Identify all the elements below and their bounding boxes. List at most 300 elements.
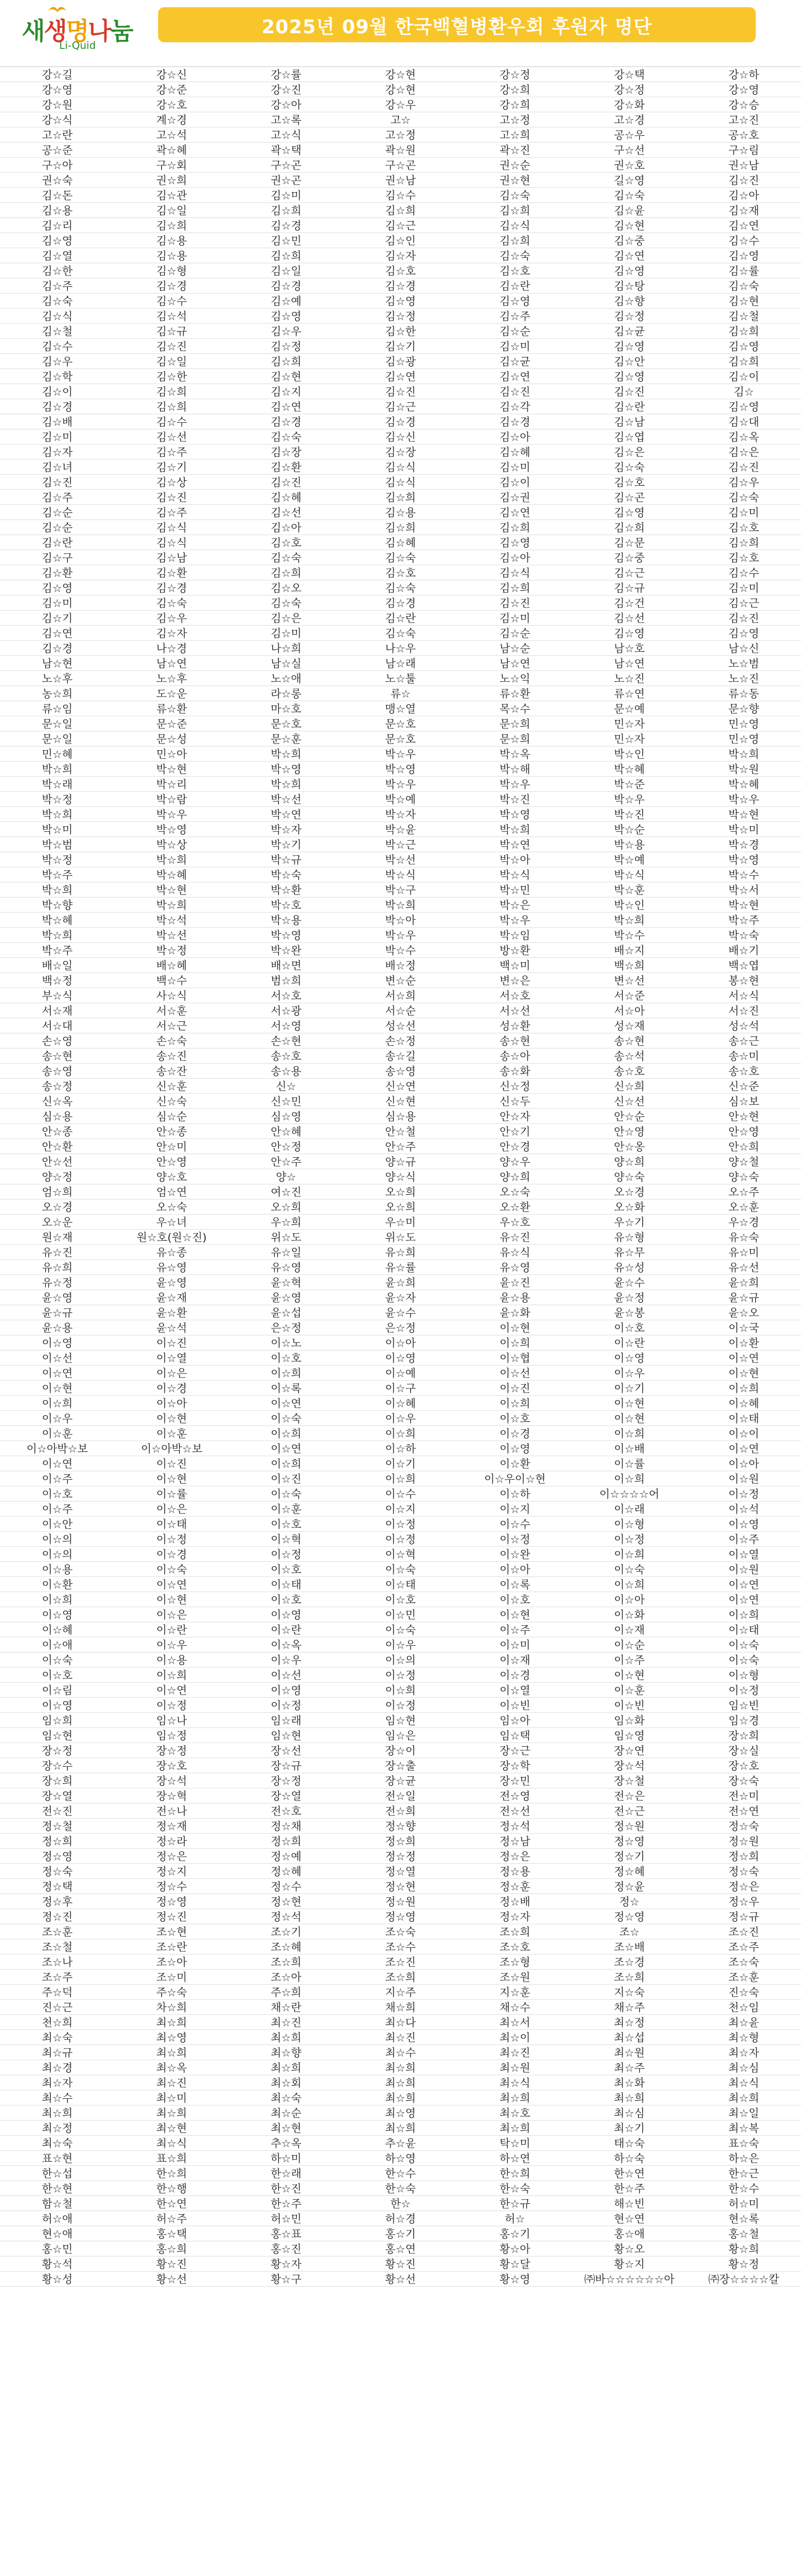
donor-name: 윤☆용 xyxy=(458,1290,572,1305)
donor-name: 유☆률 xyxy=(343,1260,458,1275)
donor-name: 박☆영 xyxy=(686,852,801,867)
donor-name: 김☆안 xyxy=(572,354,687,369)
donor-name: 김☆향 xyxy=(572,294,687,309)
donor-name: 김☆각 xyxy=(458,399,572,414)
donor-name: 이☆배 xyxy=(572,1441,687,1456)
donor-name: 이☆연 xyxy=(0,1456,115,1471)
donor-name: 윤☆영 xyxy=(0,1290,115,1305)
donor-name: 류☆동 xyxy=(686,686,801,701)
donor-name: 송☆정 xyxy=(0,1079,115,1094)
donor-name: 이☆안 xyxy=(0,1517,115,1532)
donor-name: 김☆식 xyxy=(343,460,458,475)
donor-name: 고☆란 xyxy=(0,127,115,143)
donor-name: 이☆정 xyxy=(572,1532,687,1547)
donor-name: 김☆연 xyxy=(0,626,115,641)
donor-name: 이☆은 xyxy=(115,1502,229,1517)
donor-name: 오☆주 xyxy=(686,1184,801,1200)
donor-name: 김☆기 xyxy=(343,339,458,354)
donor-name: 곽☆진 xyxy=(458,143,572,158)
donor-name: 문☆호 xyxy=(229,716,343,731)
donor-name: 김☆영 xyxy=(686,339,801,354)
donor-name: 조☆주 xyxy=(0,1970,115,1985)
donor-name: 양☆희 xyxy=(572,1154,687,1169)
donor-name: 백☆정 xyxy=(0,973,115,988)
donor-name: 박☆구 xyxy=(343,882,458,898)
donor-name: 유☆희 xyxy=(0,1260,115,1275)
donor-name: 조☆희 xyxy=(458,1924,572,1939)
donor-name: 정☆원 xyxy=(572,1819,687,1834)
donor-name: 서☆대 xyxy=(0,1018,115,1033)
donor-name: 이☆혜 xyxy=(686,1396,801,1411)
donor-name: 한☆희 xyxy=(115,2166,229,2181)
donor-name: 엄☆연 xyxy=(115,1184,229,1200)
donor-name: 전☆선 xyxy=(458,1804,572,1819)
donor-name: 이☆호 xyxy=(343,1592,458,1607)
donor-name: 김☆호 xyxy=(458,263,572,278)
donor-name: 이☆연 xyxy=(686,1592,801,1607)
donor-name: 강☆정 xyxy=(572,82,687,97)
donor-name: 김☆영 xyxy=(458,535,572,550)
donor-name: 이☆현 xyxy=(458,1320,572,1335)
donor-name: 정☆열 xyxy=(343,1864,458,1879)
donor-name: 송☆현 xyxy=(458,1033,572,1049)
donor-name: 박☆희 xyxy=(115,852,229,867)
donor-name: 박☆영 xyxy=(458,807,572,822)
donor-name: 김☆진 xyxy=(686,173,801,188)
donor-name: 위☆도 xyxy=(343,1230,458,1245)
donor-name: 이☆빈 xyxy=(572,1698,687,1713)
donor-name: 이☆숙 xyxy=(115,1562,229,1577)
donor-name: 한☆희 xyxy=(458,2166,572,2181)
donor-name: 강☆현 xyxy=(343,67,458,82)
donor-name: 김☆용 xyxy=(0,203,115,218)
donor-name: 이☆숙 xyxy=(686,1637,801,1653)
donor-name: 장☆열 xyxy=(0,1788,115,1804)
donor-name: 심☆용 xyxy=(0,1109,115,1124)
donor-name: 박☆기 xyxy=(229,837,343,852)
donor-name: 이☆희 xyxy=(343,1471,458,1486)
donor-name: 정☆현 xyxy=(343,1879,458,1894)
donor-name: 박☆원 xyxy=(686,762,801,777)
donor-name: 이☆진 xyxy=(115,1456,229,1471)
donor-name: 이☆숙 xyxy=(572,1562,687,1577)
donor-name: 김☆주 xyxy=(0,490,115,505)
donor-name: 신☆선 xyxy=(572,1094,687,1109)
donor-name: 이☆정 xyxy=(115,1532,229,1547)
donor-name: 백☆엽 xyxy=(686,958,801,973)
donor-name: 김☆이 xyxy=(686,369,801,384)
donor-name: 최☆다 xyxy=(343,2015,458,2030)
donor-name: 정☆은 xyxy=(458,1849,572,1864)
donor-name: 오☆희 xyxy=(229,1200,343,1215)
donor-name: 권☆숙 xyxy=(0,173,115,188)
donor-name: 한☆섭 xyxy=(0,2166,115,2181)
donor-name: 오☆숙 xyxy=(115,1200,229,1215)
donor-name: 이☆희 xyxy=(343,1426,458,1441)
donor-name: 황☆달 xyxy=(458,2256,572,2272)
donor-name: 최☆희 xyxy=(686,2090,801,2105)
donor-name: 홍☆민 xyxy=(0,2241,115,2256)
donor-name: 김☆경 xyxy=(115,278,229,294)
donor-name: 한☆ xyxy=(343,2196,458,2211)
donor-name: 윤☆자 xyxy=(343,1290,458,1305)
donor-name: 김☆호 xyxy=(686,520,801,535)
donor-name: 강☆신 xyxy=(115,67,229,82)
donor-name: 이☆의 xyxy=(343,1653,458,1668)
donor-name: 이☆용 xyxy=(0,1562,115,1577)
donor-name: 김☆건 xyxy=(572,596,687,611)
donor-name: 김☆진 xyxy=(458,384,572,399)
donor-name: 박☆용 xyxy=(229,913,343,928)
donor-name: 이☆영 xyxy=(229,1607,343,1622)
donor-name: 정☆원 xyxy=(686,1834,801,1849)
donor-name: 이☆지 xyxy=(343,1502,458,1517)
donor-name: 허☆애 xyxy=(0,2211,115,2226)
donor-name: 박☆희 xyxy=(343,898,458,913)
donor-name: 표☆희 xyxy=(115,2151,229,2166)
donor-name: 민☆자 xyxy=(572,716,687,731)
donor-name: 강☆호 xyxy=(115,97,229,112)
donor-name: 허☆주 xyxy=(115,2211,229,2226)
donor-name: 박☆희 xyxy=(0,928,115,943)
donor-name: 고☆진 xyxy=(686,112,801,127)
donor-name: 홍☆진 xyxy=(229,2241,343,2256)
donor-name: 차☆희 xyxy=(115,2000,229,2015)
donor-name: 은☆정 xyxy=(343,1320,458,1335)
donor-name: 이☆은 xyxy=(115,1366,229,1381)
donor-name: 강☆화 xyxy=(572,97,687,112)
donor-name: 유☆진 xyxy=(458,1230,572,1245)
donor-name: 현☆록 xyxy=(686,2211,801,2226)
donor-name: 정☆남 xyxy=(458,1834,572,1849)
donor-name: 김☆근 xyxy=(343,399,458,414)
donor-name: 강☆진 xyxy=(229,82,343,97)
donor-name: 박☆용 xyxy=(572,837,687,852)
donor-name: 김☆숙 xyxy=(229,429,343,445)
donor-name: 장☆학 xyxy=(458,1758,572,1773)
donor-name: 유☆숙 xyxy=(686,1230,801,1245)
donor-name: 장☆석 xyxy=(115,1773,229,1788)
donor-name: 김☆진 xyxy=(343,384,458,399)
donor-name: 신☆두 xyxy=(458,1094,572,1109)
donor-name: 정☆라 xyxy=(115,1834,229,1849)
donor-name: 윤☆희 xyxy=(686,1275,801,1290)
donor-name: 정☆규 xyxy=(686,1909,801,1924)
donor-name: 이☆영 xyxy=(458,1441,572,1456)
donor-name: 안☆종 xyxy=(115,1124,229,1139)
donor-name: 안☆혜 xyxy=(229,1124,343,1139)
donor-name: 김☆혜 xyxy=(458,445,572,460)
donor-name: 황☆성 xyxy=(0,2272,115,2287)
donor-name: 김☆진 xyxy=(572,384,687,399)
donor-name: 남☆실 xyxy=(229,656,343,671)
donor-name: 김☆호 xyxy=(343,565,458,580)
donor-name: 이☆경 xyxy=(115,1381,229,1396)
donor-name: 이☆호 xyxy=(458,1592,572,1607)
donor-name: 신☆희 xyxy=(572,1079,687,1094)
donor-name: 맹☆열 xyxy=(343,701,458,716)
donor-name: 임☆래 xyxy=(229,1713,343,1728)
donor-name: 송☆근 xyxy=(686,1033,801,1049)
donor-name: 김☆희 xyxy=(115,218,229,233)
donor-name: 양☆ xyxy=(229,1169,343,1184)
donor-name: 이☆태 xyxy=(229,1577,343,1592)
donor-name: 이☆하 xyxy=(458,1486,572,1502)
donor-name: 김☆영 xyxy=(0,580,115,596)
donor-name: 변☆선 xyxy=(572,973,687,988)
donor-name: 이☆정 xyxy=(343,1668,458,1683)
donor-name: 고☆정 xyxy=(458,112,572,127)
donor-name: 진☆근 xyxy=(0,2000,115,2015)
donor-name: 김☆숙 xyxy=(572,460,687,475)
donor-name: 최☆숙 xyxy=(0,2030,115,2045)
donor-name: 김☆숙 xyxy=(458,188,572,203)
donor-name: 홍☆기 xyxy=(458,2226,572,2241)
donor-name: 한☆수 xyxy=(343,2166,458,2181)
donor-name: 장☆철 xyxy=(572,1773,687,1788)
donor-name: 도☆운 xyxy=(115,686,229,701)
donor-name: 우☆기 xyxy=(572,1215,687,1230)
donor-name: 허☆민 xyxy=(229,2211,343,2226)
donor-name: 김☆민 xyxy=(229,233,343,248)
donor-name: 원☆재 xyxy=(0,1230,115,1245)
donor-name: 김☆환 xyxy=(0,565,115,580)
donor-name: 이☆연 xyxy=(686,1351,801,1366)
donor-name: 윤☆영 xyxy=(229,1290,343,1305)
donor-name: 조☆혜 xyxy=(229,1939,343,1954)
donor-name: 송☆호 xyxy=(572,1064,687,1079)
donor-name: 최☆원 xyxy=(458,2060,572,2075)
donor-name: 배☆일 xyxy=(0,958,115,973)
donor-name: 한☆주 xyxy=(229,2196,343,2211)
donor-name: 김☆균 xyxy=(572,324,687,339)
donor-name: 박☆선 xyxy=(343,852,458,867)
donor-name: 김☆숙 xyxy=(115,596,229,611)
donor-name: 김☆상 xyxy=(115,475,229,490)
donor-name: 강☆희 xyxy=(458,97,572,112)
donor-name: 신☆연 xyxy=(343,1079,458,1094)
donor-name: 최☆수 xyxy=(343,2045,458,2060)
donor-name: 김☆관 xyxy=(115,188,229,203)
donor-name: 박☆임 xyxy=(458,928,572,943)
donor-name: 최☆희 xyxy=(343,2060,458,2075)
donor-name: 김☆진 xyxy=(115,490,229,505)
donor-name: 김☆식 xyxy=(343,475,458,490)
donor-name: 이☆의 xyxy=(0,1532,115,1547)
donor-name: 송☆호 xyxy=(686,1064,801,1079)
donor-name: 장☆정 xyxy=(229,1773,343,1788)
donor-name: 정☆정 xyxy=(343,1849,458,1864)
donor-name: 홍☆택 xyxy=(115,2226,229,2241)
donor-name: 신☆민 xyxy=(229,1094,343,1109)
donor-name: 박☆희 xyxy=(229,747,343,762)
donor-name: 김☆영 xyxy=(686,626,801,641)
donor-name: 정☆훈 xyxy=(458,1879,572,1894)
donor-name: 장☆근 xyxy=(458,1743,572,1758)
donor-name: 최☆희 xyxy=(115,2045,229,2060)
donor-name: 윤☆용 xyxy=(0,1320,115,1335)
donor-name: 최☆희 xyxy=(458,2090,572,2105)
donor-name: 강☆현 xyxy=(343,82,458,97)
donor-name: 임☆영 xyxy=(572,1728,687,1743)
donor-name: 김☆자 xyxy=(343,248,458,263)
donor-name: 김☆미 xyxy=(686,505,801,520)
donor-name: 김☆미 xyxy=(458,611,572,626)
donor-name: 장☆석 xyxy=(572,1758,687,1773)
donor-name: 곽☆택 xyxy=(229,143,343,158)
donor-name: 장☆이 xyxy=(343,1743,458,1758)
donor-name: 이☆선 xyxy=(229,1668,343,1683)
donor-name: 김☆란 xyxy=(572,399,687,414)
donor-name: 김☆희 xyxy=(686,535,801,550)
donor-name: 박☆우 xyxy=(458,913,572,928)
donor-name: 김☆영 xyxy=(572,626,687,641)
donor-name: 문☆희 xyxy=(458,716,572,731)
donor-name: 강☆원 xyxy=(0,97,115,112)
donor-name: 김☆아 xyxy=(229,520,343,535)
donor-name: 손☆정 xyxy=(343,1033,458,1049)
donor-name: 박☆호 xyxy=(229,898,343,913)
donor-name: 류☆ xyxy=(343,686,458,701)
donor-name: 송☆용 xyxy=(229,1064,343,1079)
donor-name: 조☆희 xyxy=(572,1970,687,1985)
donor-name: 박☆연 xyxy=(229,807,343,822)
donor-name: 박☆미 xyxy=(686,822,801,837)
donor-name: 장☆수 xyxy=(0,1758,115,1773)
donor-name: 서☆식 xyxy=(686,988,801,1003)
donor-name: 표☆숙 xyxy=(686,2136,801,2151)
donor-name: 안☆현 xyxy=(686,1109,801,1124)
donor-name: 남☆순 xyxy=(458,641,572,656)
donor-name: 이☆영 xyxy=(343,1351,458,1366)
donor-name: 권☆현 xyxy=(458,173,572,188)
donor-name: 공☆우 xyxy=(572,127,687,143)
donor-name: 김☆ xyxy=(686,384,801,399)
donor-name: 김☆현 xyxy=(686,294,801,309)
donor-name: 박☆훈 xyxy=(572,882,687,898)
donor-name: 공☆호 xyxy=(686,127,801,143)
donor-name: 이☆률 xyxy=(115,1486,229,1502)
donor-name: 김☆영 xyxy=(0,233,115,248)
donor-name: 강☆률 xyxy=(229,67,343,82)
donor-name: 송☆현 xyxy=(0,1049,115,1064)
donor-name: 유☆일 xyxy=(229,1245,343,1260)
donor-name: 엄☆희 xyxy=(0,1184,115,1200)
donor-name: 서☆희 xyxy=(343,988,458,1003)
donor-name: 양☆규 xyxy=(343,1154,458,1169)
donor-name: 박☆우 xyxy=(572,792,687,807)
donor-name: 채☆수 xyxy=(458,2000,572,2015)
donor-name: 이☆수 xyxy=(458,1517,572,1532)
donor-name: 김☆영 xyxy=(343,294,458,309)
donor-name: 김☆우 xyxy=(115,611,229,626)
donor-name: 정☆진 xyxy=(115,1909,229,1924)
donor-name: 서☆진 xyxy=(686,1003,801,1018)
donor-name: 조☆수 xyxy=(343,1939,458,1954)
donor-name: 김☆수 xyxy=(686,565,801,580)
donor-name: 정☆자 xyxy=(458,1909,572,1924)
donor-name: 이☆혁 xyxy=(343,1547,458,1562)
donor-name: 최☆옥 xyxy=(115,2060,229,2075)
donor-name: 이☆연 xyxy=(115,1683,229,1698)
donor-name: 우☆경 xyxy=(686,1215,801,1230)
donor-name: 박☆주 xyxy=(686,913,801,928)
donor-name: 박☆근 xyxy=(343,837,458,852)
donor-name: 유☆영 xyxy=(229,1260,343,1275)
donor-name: 박☆경 xyxy=(686,837,801,852)
donor-name: 박☆선 xyxy=(229,792,343,807)
donor-name: 김☆형 xyxy=(115,263,229,278)
donor-name: 안☆정 xyxy=(229,1139,343,1154)
donor-name: 조☆아 xyxy=(115,1954,229,1970)
donor-name: 김☆숙 xyxy=(686,278,801,294)
donor-name: 허☆미 xyxy=(686,2196,801,2211)
donor-name: 변☆순 xyxy=(343,973,458,988)
donor-name: 박☆주 xyxy=(0,867,115,882)
donor-name: 양☆식 xyxy=(343,1169,458,1184)
donor-name: 조☆기 xyxy=(229,1924,343,1939)
donor-name: 임☆화 xyxy=(572,1713,687,1728)
donor-name: 송☆영 xyxy=(0,1064,115,1079)
donor-name: 구☆림 xyxy=(686,143,801,158)
donor-name: 서☆훈 xyxy=(115,1003,229,1018)
logo xyxy=(11,2,132,58)
donor-name: 김☆규 xyxy=(572,580,687,596)
donor-name: 김☆희 xyxy=(115,399,229,414)
donor-name: 김☆은 xyxy=(572,445,687,460)
donor-name: 곽☆원 xyxy=(343,143,458,158)
donor-name: 남☆신 xyxy=(686,641,801,656)
donor-name: 남☆연 xyxy=(572,656,687,671)
donor-name: 이☆현 xyxy=(458,1607,572,1622)
donor-name: 곽☆혜 xyxy=(115,143,229,158)
donor-name: 최☆영 xyxy=(343,2105,458,2121)
donor-name: 임☆현 xyxy=(343,1713,458,1728)
donor-name: 김☆인 xyxy=(343,233,458,248)
donor-name: 성☆석 xyxy=(686,1018,801,1033)
donor-name: 이☆빈 xyxy=(458,1698,572,1713)
donor-name: 정☆영 xyxy=(343,1909,458,1924)
donor-name: 현☆애 xyxy=(0,2226,115,2241)
donor-name: 임☆정 xyxy=(115,1728,229,1743)
donor-name: 배☆혜 xyxy=(115,958,229,973)
donor-name: 문☆호 xyxy=(343,731,458,747)
donor-name: 최☆희 xyxy=(343,2090,458,2105)
donor-name: 박☆혜 xyxy=(686,777,801,792)
donor-name: 강☆아 xyxy=(229,97,343,112)
donor-name: 황☆희 xyxy=(686,2241,801,2256)
donor-name: 이☆란 xyxy=(229,1622,343,1637)
donor-name: 안☆경 xyxy=(458,1139,572,1154)
donor-name: 김☆자 xyxy=(115,626,229,641)
donor-name: 한☆행 xyxy=(115,2181,229,2196)
donor-name: 이☆훈 xyxy=(229,1502,343,1517)
donor-name: 박☆우 xyxy=(686,792,801,807)
donor-name: 김☆경 xyxy=(0,399,115,414)
donor-name: 장☆출 xyxy=(343,1758,458,1773)
donor-name: 송☆석 xyxy=(572,1049,687,1064)
donor-name: ㈜바☆☆☆☆☆☆아 xyxy=(572,2272,687,2287)
donor-name: 김☆근 xyxy=(572,565,687,580)
donor-name: 이☆현 xyxy=(686,1366,801,1381)
donor-name: 김☆순 xyxy=(458,626,572,641)
donor-name: 전☆미 xyxy=(686,1788,801,1804)
donor-name: 이☆정 xyxy=(115,1698,229,1713)
donor-name: 김☆숙 xyxy=(458,248,572,263)
donor-name: 윤☆석 xyxy=(115,1320,229,1335)
donor-name: 김☆란 xyxy=(0,535,115,550)
donor-name: 김☆규 xyxy=(115,324,229,339)
